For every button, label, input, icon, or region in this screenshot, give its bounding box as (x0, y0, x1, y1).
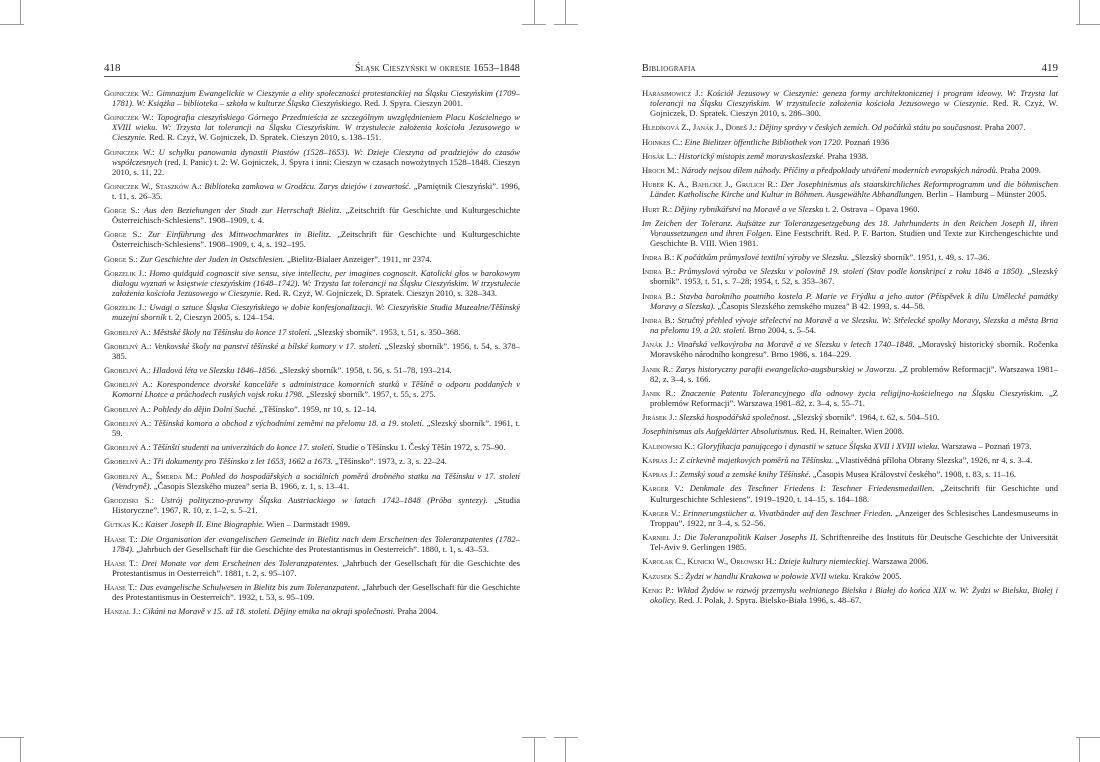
crop-mark (534, 0, 535, 24)
entry-title: Pohledy do dějin Dolní Suché. (153, 403, 258, 414)
bibliography-entry (642, 88, 1058, 118)
entry-author: Grobelný A.: (104, 403, 153, 414)
entry-title: Historický místopis země moravskoslezské. (678, 150, 826, 161)
bibliography-entry (642, 339, 1058, 359)
left-page (104, 60, 520, 621)
entry-details: Red. J. Polak, J. Spyra. Bielsko-Biała 1996, s. 48–67. (676, 594, 862, 605)
entry-author: Grobelný A.: (104, 365, 153, 376)
bibliography-entry (104, 327, 520, 337)
entry-details: „Časopis Musea Království českého”. 1908, t. 83, s. 11–16. (810, 469, 1017, 480)
bibliography-entry (104, 582, 520, 602)
entry-author: Janik R.: (642, 387, 681, 398)
bibliography-entry (104, 147, 520, 177)
running-header (642, 60, 1058, 77)
entry-title: Dzieje kultury niemieckiej. (778, 556, 871, 567)
entry-author: Grobelný A.: (104, 456, 153, 467)
entry-title: Josephinismus als Aufgeklärter Absolutismus. (642, 426, 799, 437)
entry-author: Hurt R.: (642, 203, 675, 214)
entry-details: „Časopis Slezského muzea” seria B. 1966, z. 1, s. 13–41. (151, 480, 350, 491)
entry-details: „Studia Historyczne”. 1967, R. 10, z. 1–2, s. 5–21. (112, 495, 521, 516)
entry-title: Biblioteka zamkowa w Grodźcu. Zarys dziejów i zawartość. (204, 180, 412, 191)
bibliography-entry (104, 112, 520, 142)
entry-details: Praha 2007. (982, 122, 1026, 133)
entry-details: „Časopis Slezského zemského muzea” B 42. 1993, s. 44–58. (715, 300, 925, 311)
crop-mark (554, 24, 578, 25)
entry-author: Kapras J.: (642, 469, 680, 480)
entry-author: Hoinkes C.: (642, 136, 685, 147)
entry-title: Die Toleranzpolitik Kaiser Josephs II. (684, 532, 818, 543)
bibliography-entry (642, 441, 1058, 451)
crop-mark (0, 24, 24, 25)
bibliography-entry (104, 519, 520, 529)
bibliography-entry (642, 532, 1058, 552)
entry-details: „Bielitz-Bialaer Anzeiger”. 1911, nr 2374. (284, 253, 432, 264)
entry-details: „Moravský historický sborník. Ročenka Moravského národního kongresu”. Brno 1986, s. 184–229. (650, 339, 1058, 360)
bibliography-entry (642, 218, 1058, 248)
entry-author: Indra B.: (642, 266, 679, 277)
entry-details: „Pamiętnik Cieszyński”. 1996, t. 11, s. 26–35. (112, 180, 520, 201)
entry-author: Jirásek J.: (642, 412, 680, 423)
bibliography-entry (642, 291, 1058, 311)
entry-title: Zur Einführung des Mittwochmarktes in Bielitz. (147, 229, 332, 240)
entry-details: „Z problemów Reformacji”. Warszawa 1981–82, z. 3–4, s. 55–71. (650, 387, 1059, 408)
entry-title: Die Organisation der evangelischen Gemeinde in Bielitz nach dem Erscheinen des Toleranzpatentes (1782–1784). (112, 533, 520, 554)
running-head-title: Śląsk Cieszyński w okresie 1653–1848 (354, 63, 520, 74)
entry-title: Aus den Beziehungen der Stadt zur Herrschaft Bielitz. (143, 205, 342, 216)
entry-details: Red. R. Czyż, W. Gojniczek, D. Spratek. Cieszyn 2010, s. 286–300. (650, 98, 1058, 119)
bibliography-entry (642, 571, 1058, 581)
entry-title: K počátkům průmyslové textilní výroby ve Slezsku. (676, 252, 850, 263)
bibliography-entry (642, 179, 1058, 199)
entry-author: Grobelný A.: (104, 379, 157, 390)
entry-title: Wkład Żydów w rozwój przemysłu wełnianego Bielska i Białej do końca XIX w. W: Żydzi w Bielsku, Białej i okolicy. (650, 584, 1058, 605)
entry-details: Praha 2009. (997, 165, 1041, 176)
entry-details: Red. J. Spyra. Cieszyn 2001. (362, 98, 464, 109)
bibliography-entry (642, 364, 1058, 384)
bibliography-entry (642, 508, 1058, 528)
entry-author: Hledíková Z., Janák J., Dobeš J.: (642, 122, 760, 133)
bibliography-entry (104, 88, 520, 108)
entry-details: „Zeitschrift für Geschichte und Kulturgeschichte Österreichisch-Schlesiens”. 1908–1909, t. 4. (112, 205, 521, 226)
entry-details: Red. R. Czyż, W. Gojniczek, D. Spratek. Cieszyn 2010, s. 138–151. (146, 132, 382, 143)
entry-author: Gorge S.: (104, 229, 148, 240)
bibliography-entry (642, 455, 1058, 465)
entry-title: Ustrój polityczno-prawny Śląska Austriackiego w latach 1742–1848 (Próba syntezy). (160, 495, 488, 506)
entry-author: Gorge S.: (104, 253, 141, 264)
crop-mark (565, 0, 566, 24)
entry-author: Indra B.: (642, 315, 678, 326)
entry-details: (red. I. Panic) t. 2: W. Gojniczek, J. Spyra i inni: Cieszyn w czasach nowożytnych 1528–1848. Cieszyn 2010, s. 11, 22. (112, 156, 520, 177)
entry-details: Brno 2004, s. 5–54. (746, 325, 816, 336)
bibliography-entry (104, 404, 520, 414)
entry-details: „Slezský sborník”. 1961, t. 59. (112, 417, 520, 438)
crop-mark (20, 0, 21, 24)
entry-title: Homo quidquid cognoscit sive sensu, sive intellectu, per imagines cognoscit. Katolicki głos w barokowym dialogu wyznań w księstwie cieszyńskim (1648–1742). W: Trzysta lat tolerancji na Śląsku Cieszyńskim. W trzystulecie założenia kościoła Jezusowego w Cieszynie. (112, 267, 520, 299)
entry-author: Indra B.: (642, 290, 680, 301)
bibliography-entry (104, 418, 520, 438)
entry-title: Venkovské školy na panství těšínské a bílské komory v 17. století. (154, 340, 382, 351)
entry-author: Indra B.: (642, 252, 677, 263)
entry-author: Harasimowicz J.: (642, 88, 708, 98)
entry-author: Grobelný A.: (104, 326, 153, 337)
entry-details: Kraków 2005. (850, 570, 902, 581)
entry-title: Der Josephinismus als staatskirchliches Reformprogramm und die böhmischen Länder. Katholische Kirche und Kultur in Böhmen. Ausgewählte Abhandlungen. (650, 179, 1058, 200)
bibliography-list (642, 88, 1058, 605)
entry-details: Eine Festschrift. Red. P. F. Barton. Studien und Texte zur Kirchengeschichte und Geschichte B. VIII. Wien 1981. (650, 227, 1058, 248)
entry-title: Zarys historyczny parafii ewangelicko-augsburskiej w Jaworzu. (675, 363, 897, 374)
bibliography-entry (104, 341, 520, 361)
bibliography-entry (104, 205, 520, 225)
entry-details: „Anzeiger des Schlesisches Landesmuseums in Troppau”. 1922, nr 3–4, s. 52–56. (650, 507, 1058, 528)
bibliography-entry (642, 585, 1058, 605)
entry-details: „Zeitschrift für Geschichte und Kulturgeschichte Österreichisch-Schlesiens”. 1908–1909, t. 4, s. 192–195. (112, 229, 520, 250)
entry-details: Red. R. Czyż, W. Gojniczek, D. Spratek. Cieszyn 2010, s. 328–343. (262, 288, 498, 299)
entry-details: Studie o Těšínsku 1. Český Těšín 1972, s. 75–90. (334, 442, 506, 453)
bibliography-entry (642, 204, 1058, 214)
entry-author: Janik R.: (642, 363, 676, 374)
bibliography-entry (104, 606, 520, 616)
entry-details: t. 2, Cieszyn 2005, s. 124–154. (166, 312, 275, 323)
running-header (104, 60, 520, 77)
bibliography-entry (104, 471, 520, 491)
bibliography-entry (104, 268, 520, 298)
entry-author: Kalinowski K.: (642, 440, 698, 451)
bibliography-entry (104, 442, 520, 452)
entry-author: Grobelný A., Šmerda M.: (104, 470, 202, 481)
entry-author: Gorzelik J.: (104, 267, 150, 278)
running-head-title: Bibliografia (642, 63, 696, 74)
entry-details: „Slezský sborník”. 1953, t. 51, s. 7–28; 1954, t. 52, s. 353–367. (650, 266, 1058, 287)
entry-author: Grobelný A.: (104, 442, 153, 453)
entry-author: Gorzelik J.: (104, 302, 150, 313)
entry-title: Kaiser Joseph II. Eine Biographie. (145, 519, 265, 530)
entry-details: Warszawa – Poznań 1973. (939, 440, 1032, 451)
entry-title: Eine Bielitzer öffentliche Bibliothek von 1720. (684, 136, 843, 147)
entry-details: „Slezský sborník”. 1953, t. 51, s. 350–368. (311, 326, 461, 337)
entry-title: Průmyslová výroba ve Slezsku v polovině 19. století (Stav podle konskripcí z roku 1846 a 1850). (678, 266, 1025, 277)
entry-author: Gojniczek W., Staszków A.: (104, 180, 205, 191)
entry-title: Dějiny rybníkářství na Moravě a ve Slezsku (674, 203, 824, 214)
entry-details: „Jahrbuch der Gesellschaft für die Geschichte des Protestantismus in Oesterreich”. 1880, t. 1, s. 43–53. (134, 543, 489, 554)
bibliography-entry (642, 122, 1058, 132)
entry-details: Wien – Darmstadt 1989. (264, 519, 350, 530)
bibliography-entry (104, 254, 520, 264)
crop-mark (1079, 0, 1080, 24)
entry-title: Tři dokumenty pro Těšínsko z let 1653, 1662 a 1673. (153, 456, 333, 467)
entry-author: Karger V.: (642, 483, 690, 494)
entry-details: Red. H. Reinalter. Wien 2008. (798, 426, 904, 437)
entry-details: Poznań 1936 (842, 136, 890, 147)
bibliography-entry (642, 137, 1058, 147)
entry-details: „Slezský sborník”. 1951, t. 49, s. 17–36. (849, 252, 990, 263)
entry-title: Stručný přehled vývoje střelectví na Moravě a ve Slezsku. W: Střelecké spolky Moravy, Slezska a města Brna na přelomu 19. a 20. století. (650, 315, 1058, 336)
bibliography-entry (104, 302, 520, 322)
entry-title: Zemský soud a zemské knihy Těšínské. (679, 469, 811, 480)
entry-author: Kazusek S.: (642, 570, 686, 581)
entry-title: Żydzi w handlu Krakowa w połowie XVII wieku. (685, 570, 851, 581)
entry-details: Praha 2004. (395, 606, 439, 617)
entry-author: Gojniczek W.: (104, 88, 157, 98)
entry-details: „Z problemów Reformacji”. Warszawa 1981–82, z. 3–4, s. 166. (650, 363, 1059, 384)
crop-mark (522, 737, 546, 738)
crop-mark (565, 738, 566, 762)
bibliography-entry (104, 558, 520, 578)
entry-author: Karger V.: (642, 507, 683, 518)
entry-title: Korespondence dvorské kanceláře s administrace komorních statků v Těšíně o odporu poddaných v Komorní Lhotce a průchodech ruských vojsk roku 1798. (112, 379, 520, 400)
bibliography-entry (642, 266, 1058, 286)
entry-details: „Těšínsko”. 1973, z. 3, s. 22–24. (332, 456, 447, 467)
entry-details: Praha 1938. (825, 150, 869, 161)
entry-author: Haase T.: (104, 582, 140, 593)
entry-title: Dějiny správy v českých zemích. Od počátků státu po současnost. (759, 122, 983, 133)
entry-title: Pohled do hospodářských a sociálních poměrů drobného statku na Těšínsku v 17. století (Vendryně). (112, 470, 520, 491)
bibliography-entry (642, 165, 1058, 175)
entry-title: Zur Geschichte der Juden in Ostschlesien. (140, 253, 285, 264)
entry-details: Berlin – Hamburg – Münster 2005. (924, 189, 1047, 200)
page-number: 418 (104, 62, 121, 74)
entry-author: Karniel J.: (642, 532, 685, 543)
crop-mark (554, 737, 578, 738)
crop-mark (534, 738, 535, 762)
crop-mark (1076, 24, 1100, 25)
right-page (642, 60, 1058, 609)
entry-title: U schyłku panowania dynastii Piastów (1528–1653). W: Dzieje Cieszyna od pradziejów do czasów współczesnych (112, 146, 521, 167)
crop-mark (20, 738, 21, 762)
entry-title: Slezská hospodářská společnost. (679, 412, 791, 423)
bibliography-entry (642, 412, 1058, 422)
entry-title: Národy nejsou dílem náhody. Příčiny a předpoklady utváření moderních evropských národů. (681, 165, 998, 176)
entry-author: Grodziski S.: (104, 495, 161, 506)
entry-details: „Jahrbuch der Gesellschaft für die Geschichte des Protestantismus in Oesterreich”. 1932, t. 53, s. 95–109. (112, 582, 521, 603)
entry-title: Z církevně majetkových poměrů na Těšínsku. (679, 454, 834, 465)
entry-title: Uwagi o sztuce Śląska Cieszyńskiego w dobie konfesjonalizacji. W: Cieszyńskie Studia Muzealne/Těšínský muzejní sborník (112, 302, 520, 323)
entry-title: Gimnazjum Ewangelickie w Cieszynie a elity społeczności protestanckiej na Śląsku Cieszyńskim (1709–1781). W: Książka – biblioteka – szkoła w kulturze Śląska Cieszyńskiego. (112, 88, 521, 109)
bibliography-entry (104, 181, 520, 201)
entry-author: Kapras J.: (642, 454, 680, 465)
bibliography-entry (642, 483, 1058, 503)
bibliography-entry (104, 229, 520, 249)
entry-title: Drei Monate vor dem Erscheinen des Toleranzpatentes. (141, 557, 339, 568)
bibliography-entry (104, 495, 520, 515)
entry-details: Warszawa 2006. (870, 556, 929, 567)
entry-title: Cikáni na Moravě v 15. až 18. století. Dějiny etnika na okraji společnosti. (142, 606, 396, 617)
entry-author: Gojniczek W.: (104, 112, 158, 123)
entry-details: „Slezský sborník”. 1957, t. 55, s. 275. (303, 389, 436, 400)
entry-author: Grobelný A.: (104, 340, 155, 351)
entry-title: Stavba barokního poutního kostela P. Marie ve Frýdku a jeho autor (Příspěvek k dílu Umělecké památky Moravy a Slezska). (650, 290, 1058, 311)
entry-author: Grobelný A.: (104, 417, 154, 428)
entry-title: Denkmale des Teschner Friedens I: Teschner Friedensmedaillen. (689, 483, 935, 494)
entry-title: Vinařská velkovýroba na Moravě a ve Slezsku v letech 1740–1848. (676, 339, 915, 350)
bibliography-entry (104, 534, 520, 554)
entry-details: t. 2. Ostrava – Opava 1960. (823, 203, 920, 214)
entry-author: Janák J.: (642, 339, 677, 350)
entry-details: „Těšínsko”. 1959, nr 10, s. 12–14. (257, 403, 377, 414)
crop-mark (1079, 738, 1080, 762)
entry-author: Karolak C., Kunicki W., Orłowski H.: (642, 556, 779, 567)
entry-details: „Jahrbuch der Gesellschaft für die Geschichte des Protestantismus in Oesterreich”. 1881, t. 2, s. 95–107. (112, 557, 520, 578)
entry-details: Schriftenreihe des Instituts für Deutsche Geschichte der Universität Tel-Aviv 9. Gerlingen 1985. (650, 532, 1058, 553)
entry-author: Hanzal J.: (104, 606, 143, 617)
bibliography-entry (642, 469, 1058, 479)
entry-title: Gloryfikacja panującego i dynastii w sztuce Śląska XVII i XVIII wieku. (697, 440, 940, 451)
entry-title: Erinnerungstücher a. Vivatbänder auf den Teschner Frieden. (682, 507, 893, 518)
entry-title: Topografia cieszyńskiego Górnego Przedmieścia ze szczególnym uwzględnieniem Placu Kościelnego w XVIII wieku. W: Trzysta lat tolerancji na Śląsku Cieszyńskim. W trzystulecie założenia kościoła Jezusowego w Cieszynie. (112, 112, 521, 143)
entry-title: Znaczenie Patentu Tolerancyjnego dla odnowy życia religijno-kościelnego na Śląsku Cieszyńskim. (680, 387, 1044, 398)
entry-author: Haase T.: (104, 533, 141, 544)
page-number: 419 (1041, 62, 1058, 74)
entry-title: Kościół Jezusowy w Cieszynie: geneza formy architektonicznej i program ideowy. W: Trzysta lat tolerancji na Śląsku Cieszyńskim. W trzystulecie założenia kościoła Jezusowego w Cieszynie. (650, 88, 1058, 109)
entry-author: Kenig P.: (642, 584, 677, 595)
entry-author: Gojniczek W.: (104, 146, 159, 157)
bibliography-entry (642, 388, 1058, 408)
bibliography-entry (642, 315, 1058, 335)
bibliography-entry (642, 556, 1058, 566)
entry-details: „Slezský sborník”. 1964, t. 62, s. 504–510. (790, 412, 940, 423)
entry-author: Huber K. A., Bahlcke J., Grulich R.: (642, 179, 781, 190)
entry-details: „Vlastivědná příloha Obrany Slezska”, 1926, nr 4, s. 3–4. (833, 454, 1033, 465)
bibliography-entry (642, 426, 1058, 436)
entry-author: Hosák L.: (642, 150, 679, 161)
entry-title: Městské školy na Těšínsku do konce 17 století. (153, 326, 312, 337)
entry-title: Hladová léta ve Slezsku 1846–1856. (153, 365, 278, 376)
bibliography-entry (104, 456, 520, 466)
entry-title: Das evangelische Schulwesen in Bielitz bis zum Toleranzpatent. (139, 582, 360, 593)
entry-details: „Zeitschrift für Geschichte und Kulturgeschichte Schlesiens”. 1919–1920, t. 14–15, s. 184–188. (650, 483, 1058, 504)
bibliography-entry (104, 379, 520, 399)
entry-author: Gutkas K.: (104, 519, 146, 530)
entry-title: Těšínští studenti na univerzitách do konce 17. století. (153, 442, 335, 453)
bibliography-entry (104, 365, 520, 375)
entry-author: Hroch M.: (642, 165, 682, 176)
bibliography-entry (642, 151, 1058, 161)
entry-details: „Slezský sborník”. 1956, t. 54, s. 378–385. (112, 340, 520, 361)
entry-details: „Slezský sborník”. 1958, t. 56, s. 51–78, 193–214. (277, 365, 452, 376)
bibliography-entry (642, 252, 1058, 262)
entry-author: Gorge S.: (104, 205, 144, 216)
entry-author: Haase T.: (104, 557, 142, 568)
bibliography-list (104, 88, 520, 616)
crop-mark (522, 24, 546, 25)
entry-title: Těšínská komora a obchod z východními zeměmi na přelomu 18. a 19. století. (153, 417, 425, 428)
entry-title: Im Zeichen der Toleranz. Aufsätze zur Toleranzgesetzgebung des 18. Jahrhunderts in den Reichen Joseph II, ihren Voraussetzungen und ihren Folgen. (642, 217, 1058, 238)
